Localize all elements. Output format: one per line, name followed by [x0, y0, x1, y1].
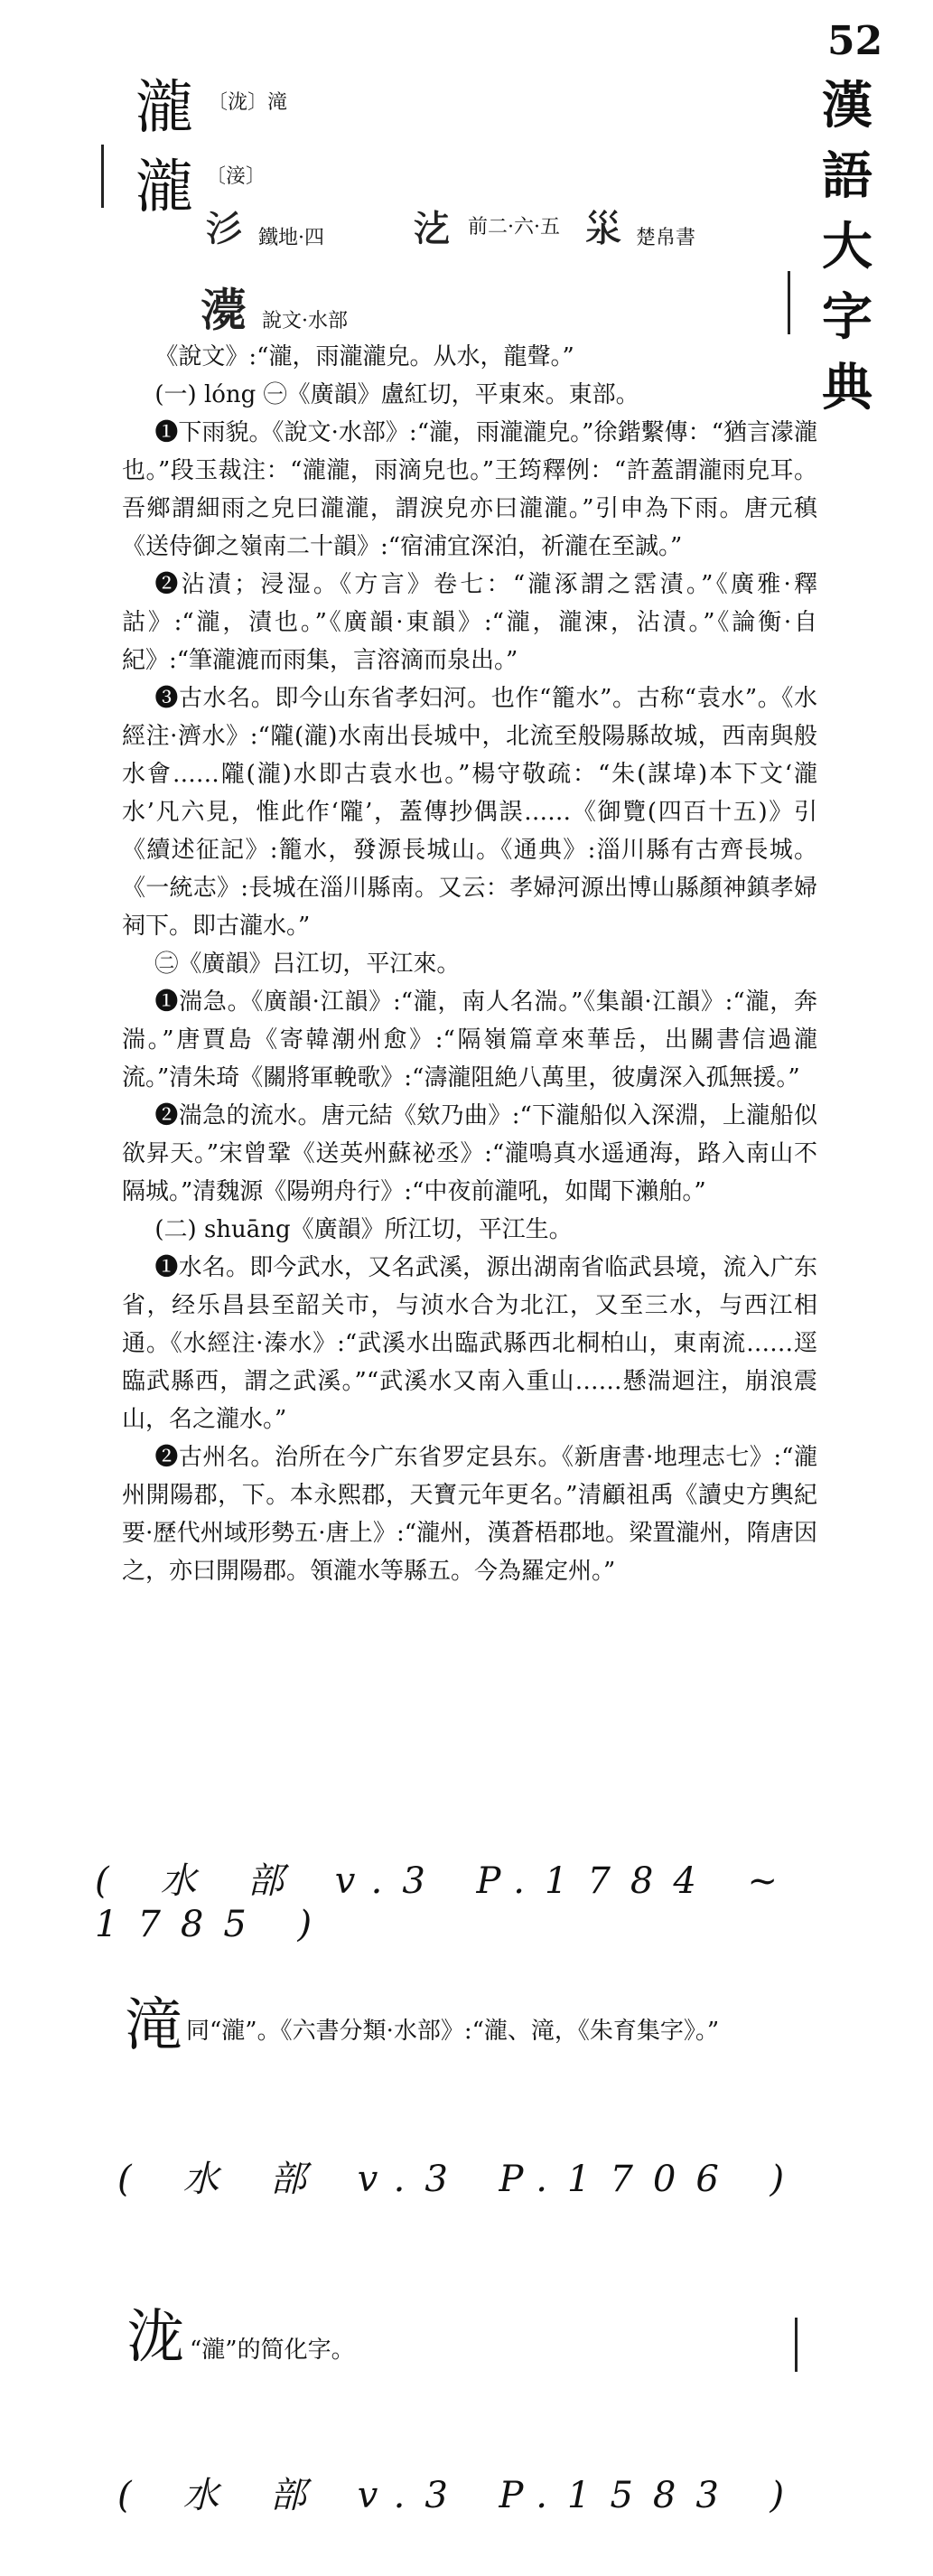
ancient-form-label: 楚帛書 [636, 227, 696, 249]
handwritten-volume-note: ( 水 部 v.3 P.1706 ) [117, 2159, 805, 2200]
ancient-form-glyph: 𣲂 [585, 208, 621, 250]
reading-heading: ㊁《廣韻》吕江切，平江來。 [154, 951, 461, 978]
headword-alt: 瀧 [135, 155, 193, 221]
sense-paragraph: ❷沾漬；浸湿。《方言》卷七：“瀧涿謂之霑漬。”《廣雅·釋詁》:“瀧，漬也。”《廣韻·東韻》:“瀧，瀧涷，沾漬。”《論衡·自紀》:“筆瀧漉而雨集，言溶滴而泉出。” [122, 571, 817, 674]
title-char: 漢 [822, 76, 872, 136]
title-char: 語 [822, 146, 872, 206]
headword: 泷 [126, 2304, 184, 2371]
entry-body [122, 338, 817, 1590]
margin-rule [795, 2318, 798, 2372]
entry-text: 同“瀧”。《六書分類·水部》:“瀧、滝，《朱育集字》。” [186, 2018, 720, 2045]
shuowen-seal-glyph: 𤃫 [201, 284, 246, 337]
margin-rule [788, 271, 790, 334]
handwritten-volume-note: ( 水 部 v.3 P.1784 ~ 1785 ) [95, 1860, 798, 1945]
headword-variant: 〔泷〕滝 [208, 91, 288, 114]
reading-heading: (一) lóng ㊀《廣韻》盧紅切，平東來。東部。 [154, 381, 639, 408]
reading-heading: (二) shuāng《廣韻》所江切，平江生。 [154, 1216, 573, 1243]
ancient-form-glyph: 𣲀 [206, 208, 242, 250]
sense-paragraph: ❷湍急的流水。唐元結《欸乃曲》:“下瀧船似入深淵，上瀧船似欲昇天。”宋曾鞏《送英州蘇祕丞》:“瀧鳴真水遥通海，路入南山不隔城。”清魏源《陽朔舟行》:“中夜前瀧吼，如聞下瀨舶。” [122, 1102, 817, 1205]
headword-alt-variant: 〔淁〕 [206, 165, 266, 188]
sense-paragraph: ❷古州名。治所在今广东省罗定县东。《新唐書·地理志七》:“瀧州開陽郡，下。本永熙郡，天寶元年更名。”清顧祖禹《讀史方輿紀要·歷代州域形勢五·唐上》:“瀧州，漢蒼梧郡地。梁置瀧州，隋唐因之，亦曰開陽郡。領瀧水等縣五。今為羅定州。” [122, 1444, 817, 1585]
page-number: 52 [827, 18, 883, 64]
headword: 滝 [125, 1992, 182, 2059]
title-char: 大 [822, 217, 872, 276]
shuowen-label: 說文·水部 [262, 310, 348, 333]
body-paragraph: 《說文》:“瀧，雨瀧瀧皃。从水，龍聲。” [154, 343, 574, 370]
title-char: 字 [822, 287, 872, 347]
handwritten-volume-note: ( 水 部 v.3 P.1583 ) [117, 2475, 805, 2516]
ancient-form-glyph: 𣲁 [414, 208, 450, 250]
sense-paragraph: ❸古水名。即今山东省孝妇河。也作“籠水”。古称“袁水”。《水經注·濟水》:“隴(瀧)水南出長城中，北流至般陽縣故城，西南與般水會……隴(瀧)水即古袁水也。”楊守敬疏：“朱(謀㙔)本下文‘瀧水’凡六見，惟此作‘隴’，蓋傳抄偶誤……《御覽(四百十五)》引《續述征記》:籠水，發源長城山。《通典》:淄川縣有古齊長城。《一統志》:長城在淄川縣南。又云：孝婦河源出博山縣顏神鎮孝婦祠下。即古瀧水。” [122, 685, 817, 940]
sense-paragraph: ❶湍急。《廣韻·江韻》:“瀧，南人名湍。”《集韻·江韻》:“瀧，奔湍。”唐賈島《寄韓潮州愈》:“隔嶺篇章來華岳，出關書信過瀧流。”清朱琦《關將軍輓歌》:“濤瀧阻絶八萬里，彼虜深入孤無援。” [122, 988, 817, 1091]
entry-text: “瀧”的简化字。 [190, 2337, 355, 2364]
margin-rule [101, 145, 104, 208]
ancient-forms-row [206, 206, 712, 260]
sense-paragraph: ❶水名。即今武水，又名武溪，源出湖南省临武县境，流入广东省，经乐昌县至韶关市，与浈水合为北江，又至三水，与西江相通。《水經注·溱水》:“武溪水出臨武縣西北桐柏山，東南流……逕臨武縣西，謂之武溪。”“武溪水又南入重山……懸湍迴注，崩浪震山，名之瀧水。” [122, 1254, 817, 1433]
ancient-form-label: 鐵地·四 [258, 227, 324, 249]
dictionary-title [811, 70, 883, 423]
sense-paragraph: ❶下雨貌。《說文·水部》:“瀧，雨瀧瀧皃。”徐鍇繫傳：“猶言濛瀧也。”段玉裁注：“瀧瀧，雨滴皃也。”王筠釋例：“許蓋謂瀧雨皃耳。吾鄉謂細雨之皃曰瀧瀧，謂淚皃亦曰瀧瀧。”引申為下雨。唐元稹《送侍御之嶺南二十韻》:“宿浦宜深泊，祈瀧在至誠。” [122, 419, 817, 560]
title-char: 典 [822, 358, 872, 417]
headword: 瀧 [135, 75, 193, 142]
ancient-form-label: 前二·六·五 [468, 216, 560, 239]
